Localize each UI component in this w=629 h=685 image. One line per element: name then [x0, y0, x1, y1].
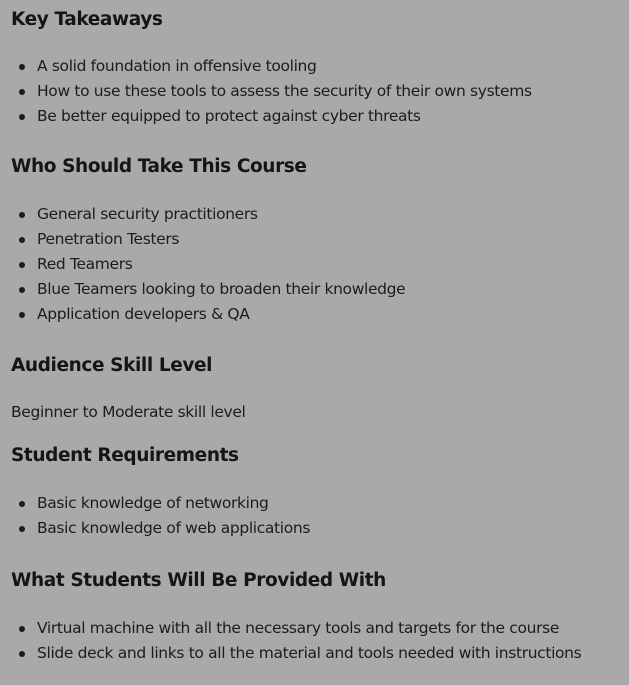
key-takeaways-list — [11, 54, 629, 128]
list-item: General security practitioners — [37, 202, 629, 227]
who-should-take-list — [11, 202, 629, 326]
provided-with-section — [11, 569, 629, 666]
provided-with-heading: What Students Will Be Provided With — [11, 569, 386, 591]
student-requirements-heading: Student Requirements — [11, 445, 239, 467]
list-item: Virtual machine with all the necessary tools and targets for the course — [37, 616, 629, 641]
who-should-take-heading: Who Should Take This Course — [11, 156, 307, 178]
list-item: Application developers & QA — [37, 302, 629, 327]
list-item: How to use these tools to assess the security of their own systems — [37, 79, 629, 104]
list-item: A solid foundation in offensive tooling — [37, 54, 629, 79]
list-item: Basic knowledge of web applications — [37, 516, 629, 541]
key-takeaways-heading: Key Takeaways — [11, 9, 163, 30]
list-item: Basic knowledge of networking — [37, 491, 629, 516]
list-item: Red Teamers — [37, 252, 629, 277]
list-item: Penetration Testers — [37, 227, 629, 252]
audience-skill-section — [11, 354, 629, 425]
audience-skill-heading: Audience Skill Level — [11, 355, 213, 377]
student-requirements-list — [11, 491, 629, 541]
list-item: Blue Teamers looking to broaden their knowledge — [37, 277, 629, 302]
list-item: Be better equipped to protect against cyber threats — [37, 104, 629, 129]
who-should-take-section — [11, 155, 629, 326]
list-item: Slide deck and links to all the material and tools needed with instructions — [37, 641, 629, 666]
provided-with-list — [11, 616, 629, 666]
audience-skill-text: Beginner to Moderate skill level — [11, 403, 246, 422]
key-takeaways-section — [11, 8, 629, 128]
student-requirements-section — [11, 444, 629, 541]
